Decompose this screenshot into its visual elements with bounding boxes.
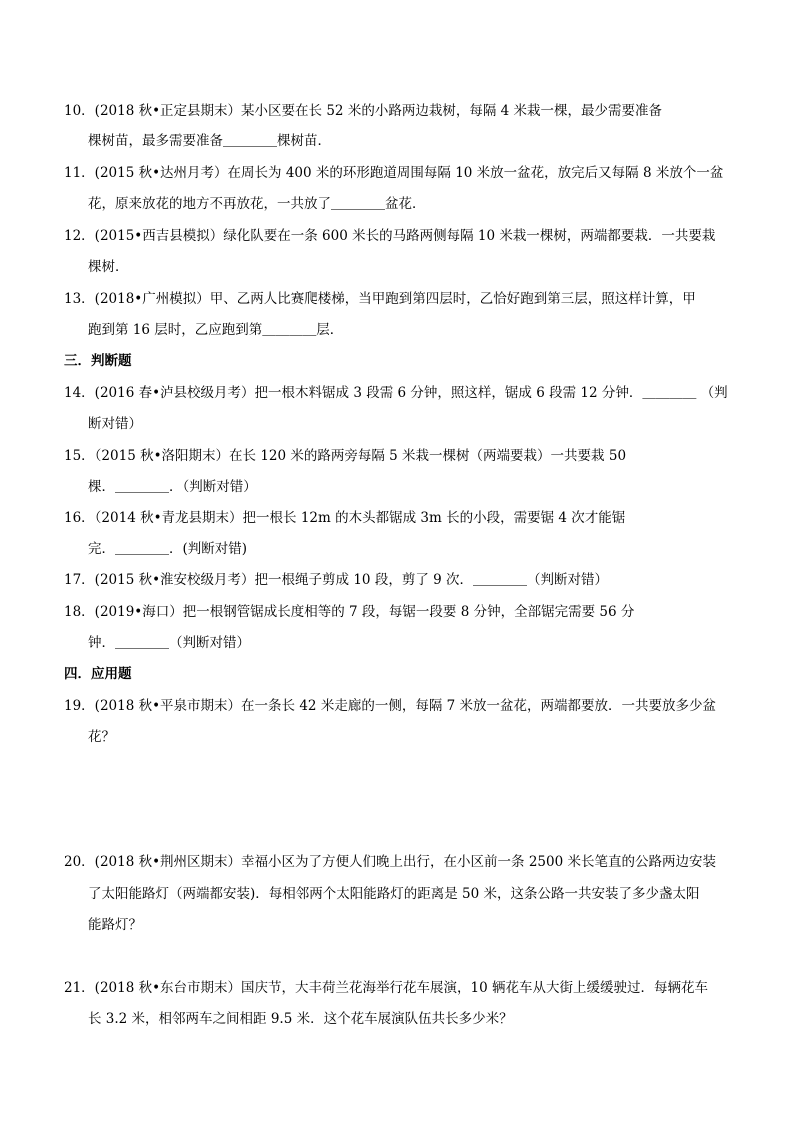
text-line: 20．(2018 秋•荆州区期末）幸福小区为了方便人们晚上出行，在小区前一条 2500 米长笔直的公路两边安装 (64, 854, 716, 870)
text-line: 跑到第 16 层时，乙应跑到第＿＿＿＿层． (88, 322, 344, 338)
text-line: 15．（2015 秋•洛阳期末）在长 120 米的路两旁每隔 5 米栽一棵树（两端要栽）一共要栽 50 (64, 448, 627, 464)
text-line: 完．＿＿＿＿．(判断对错) (88, 541, 248, 557)
text-line: 14．(2016 春•泸县校级月考）把一根木料锯成 3 段需 6 分钟，照这样，锯成 6 段需 12 分钟．＿＿＿＿ （判 (64, 385, 728, 401)
text-line: 棵树苗，最多需要准备＿＿＿＿棵树苗． (88, 133, 331, 149)
text-line: 13．(2018•广州模拟）甲、乙两人比赛爬楼梯，当甲跑到第四层时，乙恰好跑到第三层，照这样计算，甲 (64, 291, 696, 307)
text-line: 断对错） (88, 416, 142, 432)
section-heading: 三．判断题 (64, 353, 132, 369)
text-line: 棵．＿＿＿＿．（判断对错） (88, 479, 257, 495)
text-line: 10．(2018 秋•正定县期末）某小区要在长 52 米的小路两边栽树，每隔 4 米栽一棵，最少需要准备 (64, 103, 662, 119)
text-line: 19．(2018 秋•平泉市期末）在一条长 42 米走廊的一侧，每隔 7 米放一盆花，两端都要放．一共要放多少盆 (64, 698, 716, 714)
text-line: 能路灯？ (88, 917, 142, 933)
text-line: 11．(2015 秋•达州月考）在周长为 400 米的环形跑道周围每隔 10 米放一盆花，放完后又每隔 8 米放个一盆 (64, 165, 724, 181)
text-line: 花，原来放花的地方不再放花，一共放了＿＿＿＿盆花． (88, 196, 426, 212)
text-line: 钟．＿＿＿＿（判断对错） (88, 635, 250, 651)
section-heading: 四．应用题 (64, 666, 132, 682)
text-line: 12．(2015•西吉县模拟）绿化队要在一条 600 米长的马路两侧每隔 10 米栽一棵树，两端都要栽．一共要栽 (64, 228, 716, 244)
text-line: 21．(2018 秋•东台市期末）国庆节，大丰荷兰花海举行花车展演，10 辆花车从大街上缓缓驶过．每辆花车 (64, 980, 709, 996)
text-line: 17．(2015 秋•淮安校级月考）把一根绳子剪成 10 段，剪了 9 次．＿＿＿＿（判断对错） (64, 572, 608, 588)
text-line: 了太阳能路灯（两端都安装)．每相邻两个太阳能路灯的距离是 50 米，这条公路一共安装了多少盏太阳 (88, 886, 700, 902)
text-line: 花？ (88, 729, 115, 745)
text-line: 16．（2014 秋•青龙县期末）把一根长 12m 的木头都锯成 3m 长的小段，需要锯 4 次才能锯 (64, 510, 626, 526)
text-line: 长 3.2 米，相邻两车之间相距 9.5 米．这个花车展演队伍共长多少米？ (88, 1011, 513, 1027)
text-line: 18．(2019•海口）把一根钢管锯成长度相等的 7 段，每锯一段要 8 分钟，全部锯完需要 56 分 (64, 604, 635, 620)
text-line: 棵树． (88, 259, 129, 275)
